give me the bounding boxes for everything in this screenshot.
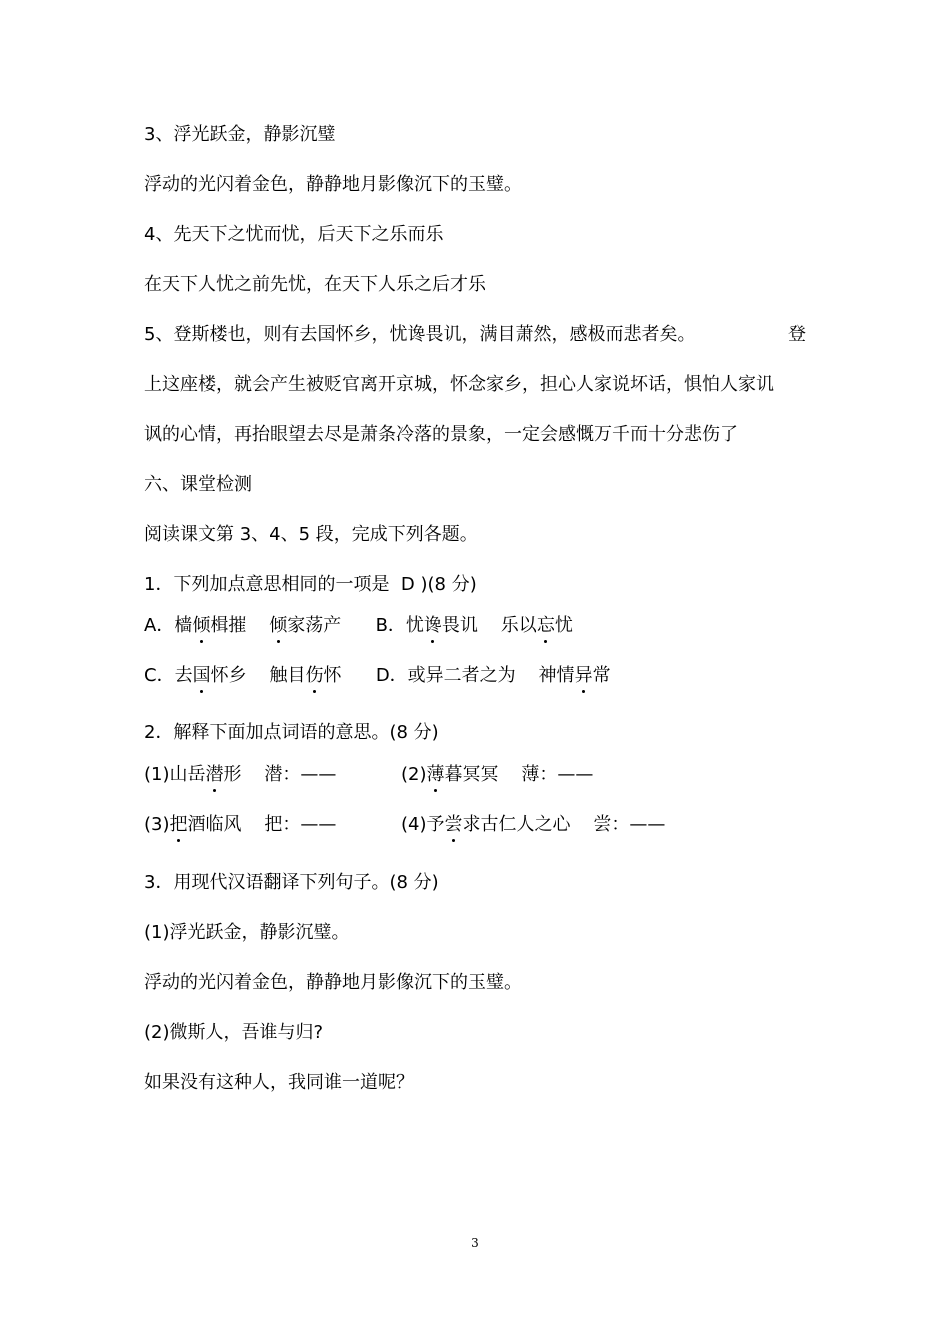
question-1-options-cd (144, 664, 611, 688)
option-d-text: D．或异二者之为 神情 (375, 665, 575, 686)
dotted-char: 倾 (192, 615, 211, 636)
dotted-char: 谗 (423, 615, 442, 636)
option-a-text: A．樯 (144, 615, 193, 636)
option-a-text: 家荡产 (287, 615, 376, 636)
text-line: 在天下人忧之前先忧，在天下人乐之后才乐 (144, 274, 486, 295)
question-2-item-1 (144, 763, 336, 787)
question-3: 3．用现代汉语翻译下列句子。(8 分) (144, 872, 439, 893)
option-c-text: 怀乡 触目 (210, 665, 306, 686)
question-1-options-ab (144, 614, 573, 638)
instruction-text: 阅读课文第 3、4、5 段，完成下列各题。 (144, 524, 478, 545)
question-2: 2．解释下面加点词语的意思。(8 分) (144, 722, 439, 743)
dotted-char: 把 (169, 814, 188, 835)
text-line: 上这座楼，就会产生被贬官离开京城，怀念家乡，担心人家说坏话，惧怕人家讥 (144, 374, 774, 395)
dotted-char: 尝 (444, 814, 463, 835)
question-2-item-3 (144, 813, 336, 837)
dotted-char: 伤 (305, 665, 324, 686)
question-1: 1．下列加点意思相同的一项是 D )(8 分) (144, 574, 477, 595)
text-line: 5、登斯楼也，则有去国怀乡，忧谗畏讥，满目萧然，感极而悲者矣。 (144, 324, 696, 345)
item-text: 求古仁人之心 尝：—— (462, 814, 666, 835)
option-d-text: 常 (592, 665, 611, 686)
item-text: (1)山岳 (144, 764, 206, 785)
section-title: 六、课堂检测 (144, 474, 252, 495)
option-b-text: 畏讥 乐以 (441, 615, 537, 636)
question-2-item-2 (401, 763, 593, 787)
item-text: (3) (144, 814, 170, 835)
item-text: 暮冥冥 薄：—— (444, 764, 594, 785)
dotted-char: 忘 (536, 615, 555, 636)
page-number: 3 (471, 1236, 479, 1250)
dotted-char: 国 (192, 665, 211, 686)
item-text: (4)予 (401, 814, 445, 835)
option-c-text: C．去 (144, 665, 193, 686)
item-text: (2) (401, 764, 427, 785)
text-line: 讽的心情，再抬眼望去尽是萧条冷落的景象，一定会感慨万千而十分悲伤了 (144, 424, 738, 445)
dotted-char: 薄 (426, 764, 445, 785)
item-text: 形 潜：—— (223, 764, 337, 785)
option-a-text: 楫摧 (210, 615, 270, 636)
text-line: 4、先天下之忧而忧，后天下之乐而乐 (144, 224, 444, 245)
dotted-char: 倾 (269, 615, 288, 636)
question-3-sentence-1: (1)浮光跃金，静影沉璧。 (144, 922, 350, 943)
option-c-text: 怀 (323, 665, 376, 686)
text-line: 3、浮光跃金，静影沉璧 (144, 124, 336, 145)
item-text: 酒临风 把：—— (187, 814, 337, 835)
dotted-char: 潜 (205, 764, 224, 785)
question-3-answer-2: 如果没有这种人，我同谁一道呢？ (144, 1072, 414, 1093)
option-b-text: B．忧 (375, 615, 424, 636)
question-2-item-4 (401, 813, 665, 837)
dotted-char: 异 (574, 665, 593, 686)
option-b-text: 忧 (554, 615, 573, 636)
question-3-sentence-2: (2)微斯人，吾谁与归? (144, 1022, 324, 1043)
text-line-tail: 登 (788, 324, 806, 345)
text-line: 浮动的光闪着金色，静静地月影像沉下的玉璧。 (144, 174, 522, 195)
question-3-answer-1: 浮动的光闪着金色，静静地月影像沉下的玉璧。 (144, 972, 522, 993)
